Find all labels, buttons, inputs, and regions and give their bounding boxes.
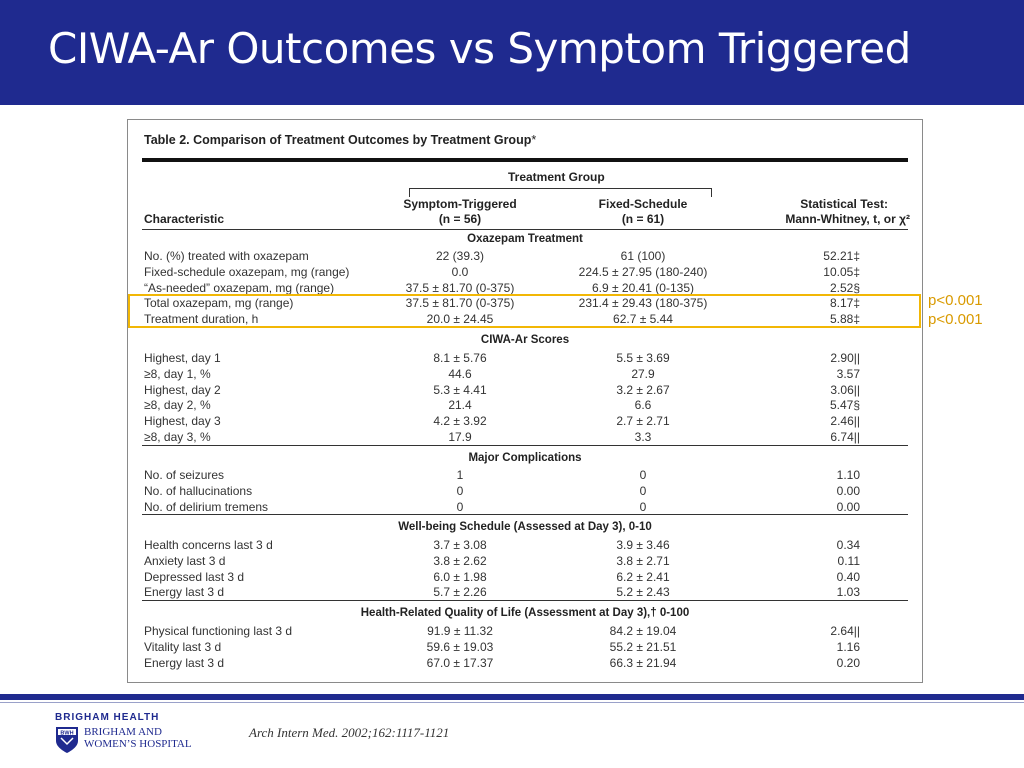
section-rule — [142, 600, 908, 601]
cell-characteristic: Depressed last 3 d — [144, 569, 245, 584]
table-row — [128, 264, 924, 280]
caption-footnote-mark: * — [531, 133, 537, 147]
cell-symptom-triggered: 1 — [456, 468, 464, 482]
cell-characteristic: Highest, day 1 — [144, 351, 221, 365]
cell-fixed-schedule: 27.9 — [631, 366, 655, 381]
cell-statistic: 2.52§ — [829, 280, 860, 295]
hospital-name: BRIGHAM AND WOMEN’S HOSPITAL — [84, 726, 192, 750]
cell-fixed-schedule: 5.2 ± 2.43 — [616, 585, 670, 600]
table-caption: Table 2. Comparison of Treatment Outcomes by Treatment Group* — [144, 133, 537, 147]
cell-characteristic: No. (%) treated with oxazepam — [144, 249, 309, 263]
cell-fixed-schedule: 62.7 ± 5.44 — [613, 312, 673, 327]
cell-characteristic: ≥8, day 1, % — [144, 366, 211, 381]
table-row — [128, 655, 924, 671]
cell-characteristic: Highest, day 3 — [144, 414, 221, 429]
cell-symptom-triggered: 20.0 ± 24.45 — [426, 312, 494, 327]
cell-characteristic: Total oxazepam, mg (range) — [144, 296, 294, 311]
table-row — [128, 397, 924, 413]
cell-fixed-schedule: 0 — [639, 483, 647, 498]
hospital-shield-logo — [55, 726, 79, 754]
footer-rule-thin — [0, 702, 1024, 703]
table-row — [128, 366, 924, 382]
cell-fixed-schedule: 0 — [639, 468, 647, 482]
cell-fixed-schedule: 6.9 ± 20.41 (0-135) — [592, 280, 694, 295]
cell-statistic: 52.21‡ — [823, 249, 860, 263]
table-top-rule — [142, 158, 908, 162]
table-row — [128, 429, 924, 445]
table-row — [128, 623, 924, 639]
table-row — [128, 499, 924, 515]
section-title: Major Complications — [468, 452, 582, 464]
cell-statistic: 0.34 — [836, 538, 860, 552]
cell-symptom-triggered: 5.7 ± 2.26 — [433, 585, 487, 600]
cell-characteristic: Energy last 3 d — [144, 655, 225, 670]
cell-statistic: 3.06|| — [830, 382, 860, 397]
cell-characteristic: Fixed-schedule oxazepam, mg (range) — [144, 264, 350, 279]
col-header-characteristic: Characteristic — [144, 212, 225, 226]
cell-fixed-schedule: 61 (100) — [620, 249, 666, 263]
cell-statistic: 0.20 — [836, 655, 860, 670]
cell-characteristic: Treatment duration, h — [144, 312, 259, 327]
cell-characteristic: Vitality last 3 d — [144, 639, 222, 654]
table-row — [128, 483, 924, 499]
cell-symptom-triggered: 5.3 ± 4.41 — [433, 382, 487, 397]
cell-characteristic: Energy last 3 d — [144, 585, 225, 600]
cell-fixed-schedule: 6.6 — [634, 398, 652, 413]
title-bar — [0, 0, 1024, 105]
cell-characteristic: “As-needed” oxazepam, mg (range) — [144, 280, 335, 295]
table-row — [128, 248, 924, 264]
slide-title: CIWA-Ar Outcomes vs Symptom Triggered — [48, 24, 911, 73]
cell-fixed-schedule: 3.2 ± 2.67 — [616, 382, 670, 397]
cell-symptom-triggered: 37.5 ± 81.70 (0-375) — [405, 280, 515, 295]
footer-rule — [0, 694, 1024, 700]
cell-statistic: 5.88‡ — [829, 312, 860, 327]
table-row — [128, 382, 924, 398]
outcomes-table — [127, 119, 923, 683]
cell-fixed-schedule: 224.5 ± 27.95 (180-240) — [578, 264, 708, 279]
cell-characteristic: Anxiety last 3 d — [144, 553, 226, 568]
cell-fixed-schedule: 231.4 ± 29.43 (180-375) — [578, 296, 708, 311]
cell-fixed-schedule: 66.3 ± 21.94 — [609, 655, 677, 670]
cell-fixed-schedule: 3.3 — [634, 430, 652, 444]
cell-fixed-schedule: 5.5 ± 3.69 — [616, 351, 670, 365]
treatment-group-header: Treatment Group — [508, 170, 605, 184]
cell-symptom-triggered: 6.0 ± 1.98 — [433, 569, 487, 584]
table-row — [128, 639, 924, 655]
section-title: Well-being Schedule (Assessed at Day 3), 0-10 — [398, 521, 652, 533]
table-row — [128, 584, 924, 600]
cell-statistic: 0.40 — [836, 569, 860, 584]
shield-lettering: BWH — [60, 730, 74, 737]
treatment-group-bracket — [409, 188, 712, 197]
cell-symptom-triggered: 59.6 ± 19.03 — [426, 639, 494, 654]
cell-characteristic: No. of delirium tremens — [144, 499, 269, 514]
cell-statistic: 0.00 — [836, 499, 860, 514]
cell-characteristic: Highest, day 2 — [144, 382, 221, 397]
cell-symptom-triggered: 0 — [456, 499, 464, 514]
section-rule — [142, 514, 908, 515]
section-title: CIWA-Ar Scores — [480, 334, 570, 346]
cell-fixed-schedule: 3.9 ± 3.46 — [616, 538, 670, 552]
cell-symptom-triggered: 17.9 — [448, 430, 472, 444]
cell-statistic: 0.00 — [836, 483, 860, 498]
cell-fixed-schedule: 0 — [639, 499, 647, 514]
cell-fixed-schedule: 6.2 ± 2.41 — [616, 569, 670, 584]
cell-statistic: 2.90|| — [830, 351, 860, 365]
cell-symptom-triggered: 67.0 ± 17.37 — [426, 655, 494, 670]
cell-characteristic: ≥8, day 3, % — [144, 430, 211, 444]
cell-fixed-schedule: 55.2 ± 21.51 — [609, 639, 677, 654]
cell-fixed-schedule: 3.8 ± 2.71 — [616, 553, 670, 568]
significance-highlight — [128, 294, 921, 328]
cell-symptom-triggered: 3.8 ± 2.62 — [433, 553, 487, 568]
cell-characteristic: No. of hallucinations — [144, 483, 253, 498]
section-title: Oxazepam Treatment — [467, 233, 583, 245]
cell-statistic: 5.47§ — [829, 398, 860, 413]
cell-symptom-triggered: 3.7 ± 3.08 — [433, 538, 487, 552]
table-row — [128, 537, 924, 553]
cell-statistic: 2.46|| — [830, 414, 860, 429]
brand-name: BRIGHAM HEALTH — [55, 712, 160, 723]
cell-symptom-triggered: 0.0 — [451, 264, 469, 279]
cell-statistic: 1.03 — [836, 585, 860, 600]
table-row — [128, 569, 924, 585]
cell-fixed-schedule: 2.7 ± 2.71 — [616, 414, 670, 429]
cell-statistic: 6.74|| — [830, 430, 860, 444]
cell-symptom-triggered: 91.9 ± 11.32 — [427, 624, 493, 638]
cell-characteristic: ≥8, day 2, % — [144, 398, 211, 413]
cell-symptom-triggered: 4.2 ± 3.92 — [433, 414, 487, 429]
cell-symptom-triggered: 37.5 ± 81.70 (0-375) — [405, 296, 515, 311]
cell-characteristic: No. of seizures — [144, 468, 225, 482]
cell-statistic: 1.10 — [836, 468, 860, 482]
cell-symptom-triggered: 0 — [456, 483, 464, 498]
table-row — [128, 350, 924, 366]
table-row — [128, 553, 924, 569]
cell-symptom-triggered: 22 (39.3) — [435, 249, 485, 263]
col-header-fixed-schedule: Fixed-Schedule (n = 61) — [598, 197, 688, 226]
citation: Arch Intern Med. 2002;162:1117-1121 — [249, 725, 450, 740]
col-header-statistical-test: Statistical Test: Mann-Whitney, t, or χ² — [785, 197, 910, 226]
cell-symptom-triggered: 44.6 — [448, 366, 472, 381]
cell-statistic: 0.11 — [837, 553, 860, 568]
p-value-note-duration: p<0.001 — [928, 311, 983, 328]
table-row — [128, 467, 924, 483]
header-rule — [142, 229, 908, 230]
cell-statistic: 3.57 — [836, 366, 860, 381]
cell-statistic: 10.05‡ — [823, 264, 860, 279]
cell-statistic: 1.16 — [836, 639, 860, 654]
cell-statistic: 2.64|| — [830, 624, 860, 638]
cell-fixed-schedule: 84.2 ± 19.04 — [609, 624, 677, 638]
col-header-symptom-triggered: Symptom-Triggered (n = 56) — [403, 197, 517, 226]
table-row — [128, 413, 924, 429]
cell-symptom-triggered: 8.1 ± 5.76 — [433, 351, 487, 365]
p-value-note-total: p<0.001 — [928, 292, 983, 309]
section-title: Health-Related Quality of Life (Assessment at Day 3),† 0-100 — [360, 607, 690, 619]
cell-characteristic: Physical functioning last 3 d — [144, 624, 293, 638]
cell-statistic: 8.17‡ — [829, 296, 860, 311]
section-rule — [142, 445, 908, 446]
cell-symptom-triggered: 21.4 — [448, 398, 472, 413]
cell-characteristic: Health concerns last 3 d — [144, 538, 273, 552]
